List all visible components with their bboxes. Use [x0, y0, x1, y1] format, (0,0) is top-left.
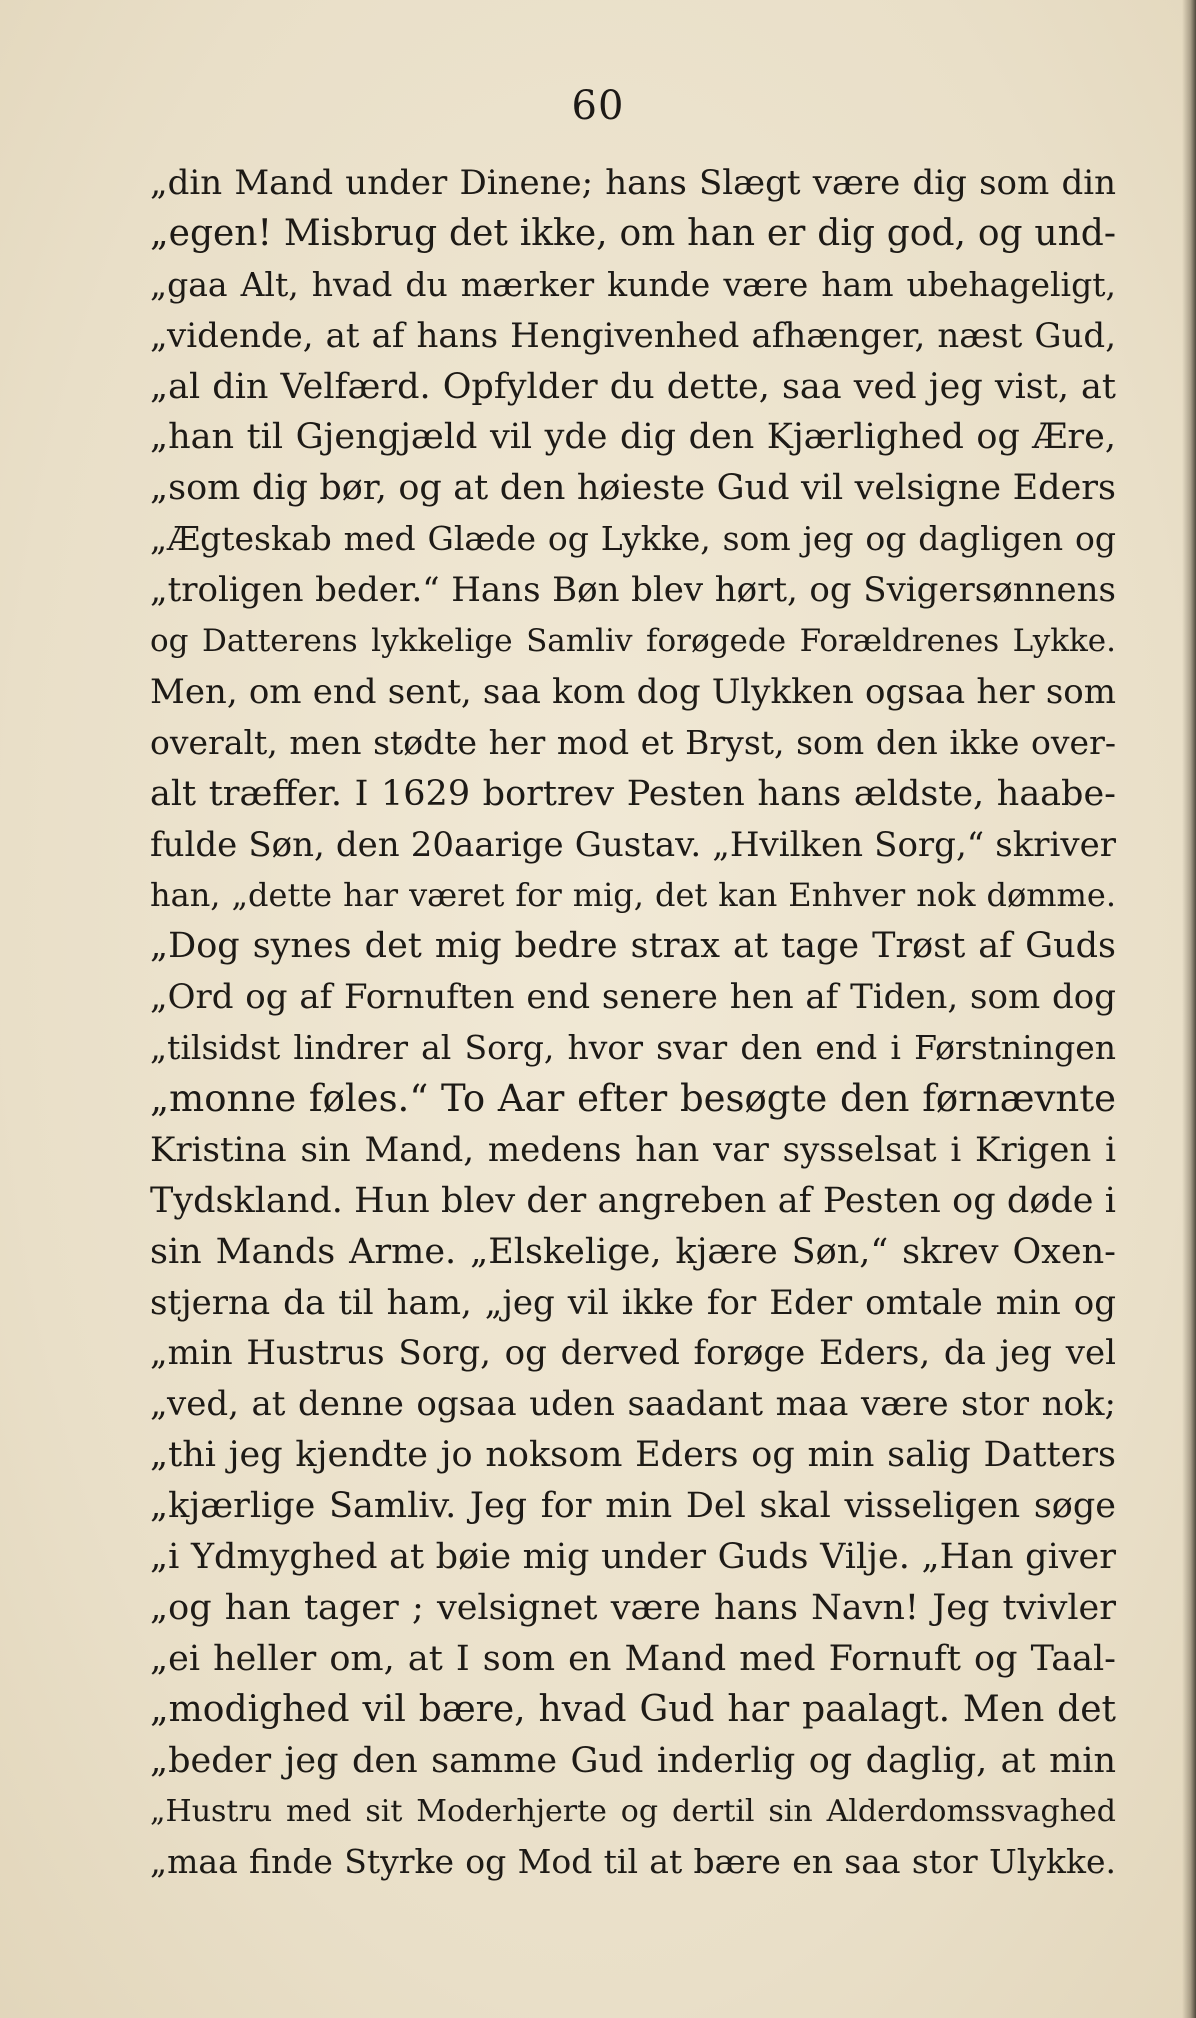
- text-line: „modighed vil bære, hvad Gud har paalagt. Men det: [150, 1688, 1116, 1730]
- text-line: „beder jeg den samme Gud inderlig og daglig, at min: [150, 1740, 1116, 1781]
- text-line: Tydskland. Hun blev der angreben af Pesten og døde i: [150, 1180, 1116, 1221]
- text-line: stjerna da til ham, „jeg vil ikke for Eder omtale min og: [150, 1282, 1116, 1323]
- text-line: „Hustru med sit Moderhjerte og dertil sin Alderdomssvaghed: [150, 1793, 1116, 1829]
- text-line: „min Hustrus Sorg, og derved forøge Eders, da jeg vel: [150, 1333, 1116, 1374]
- text-line: „al din Velfærd. Opfylder du dette, saa ved jeg vist, at: [150, 366, 1116, 407]
- text-line: overalt, men stødte her mod et Bryst, som den ikke over-: [150, 722, 1116, 762]
- body-text: [150, 158, 1116, 1888]
- text-line: „egen! Misbrug det ikke, om han er dig god, og und-: [150, 212, 1116, 254]
- text-line: „kjærlige Samliv. Jeg for min Del skal visseligen søge: [150, 1486, 1116, 1527]
- text-line: „Dog synes det mig bedre strax at tage Trøst af Guds: [150, 926, 1116, 967]
- text-line: „maa finde Styrke og Mod til at bære en saa stor Ulykke.: [150, 1842, 1116, 1882]
- text-line: han, „dette har været for mig, det kan Enhver nok dømme.: [150, 876, 1116, 915]
- text-line: „i Ydmyghed at bøie mig under Guds Vilje. „Han giver: [150, 1537, 1116, 1578]
- text-line: „som dig bør, og at den høieste Gud vil velsigne Eders: [150, 468, 1116, 509]
- text-line: fulde Søn, den 20aarige Gustav. „Hvilken Sorg,“ skriver: [150, 824, 1116, 865]
- text-line: „han til Gjengjæld vil yde dig den Kjærlighed og Ære,: [150, 417, 1116, 458]
- text-line: „Ægteskab med Glæde og Lykke, som jeg og dagligen og: [150, 519, 1116, 559]
- text-line: „din Mand under Dinene; hans Slægt være dig som din: [150, 163, 1116, 203]
- text-line: Men, om end sent, saa kom dog Ulykken ogsaa her som: [150, 671, 1116, 712]
- page-number: 60: [571, 83, 625, 129]
- text-line: og Datterens lykkelige Samliv forøgede Forældrenes Lykke.: [150, 623, 1116, 660]
- text-line: „ei heller om, at I som en Mand med Fornuft og Taal-: [150, 1638, 1116, 1679]
- text-line: Kristina sin Mand, medens han var sysselsat i Krigen i: [150, 1129, 1116, 1170]
- text-line: „gaa Alt, hvad du mærker kunde være ham ubehageligt,: [150, 264, 1116, 304]
- text-line: „thi jeg kjendte jo noksom Eders og min salig Datters: [150, 1435, 1116, 1476]
- text-line: „vidende, at af hans Hengivenhed afhænger, næst Gud,: [150, 315, 1116, 356]
- text-line: „troligen beder.“ Hans Bøn blev hørt, og Svigersønnens: [150, 570, 1116, 611]
- text-line: alt træffer. I 1629 bortrev Pesten hans ældste, haabe-: [150, 773, 1116, 814]
- text-line: „Ord og af Fornuften end senere hen af Tiden, som dog: [150, 977, 1116, 1018]
- page-edge-shadow: [1182, 0, 1196, 2018]
- text-line: „tilsidst lindrer al Sorg, hvor svar den end i Førstningen: [150, 1028, 1116, 1068]
- text-line: sin Mands Arme. „Elskelige, kjære Søn,“ skrev Oxen-: [150, 1231, 1116, 1272]
- text-line: „og han tager ; velsignet være hans Navn! Jeg tvivler: [150, 1587, 1116, 1628]
- text-line: „monne føles.“ To Aar efter besøgte den førnævnte: [150, 1077, 1116, 1121]
- text-line: „ved, at denne ogsaa uden saadant maa være stor nok;: [150, 1384, 1116, 1425]
